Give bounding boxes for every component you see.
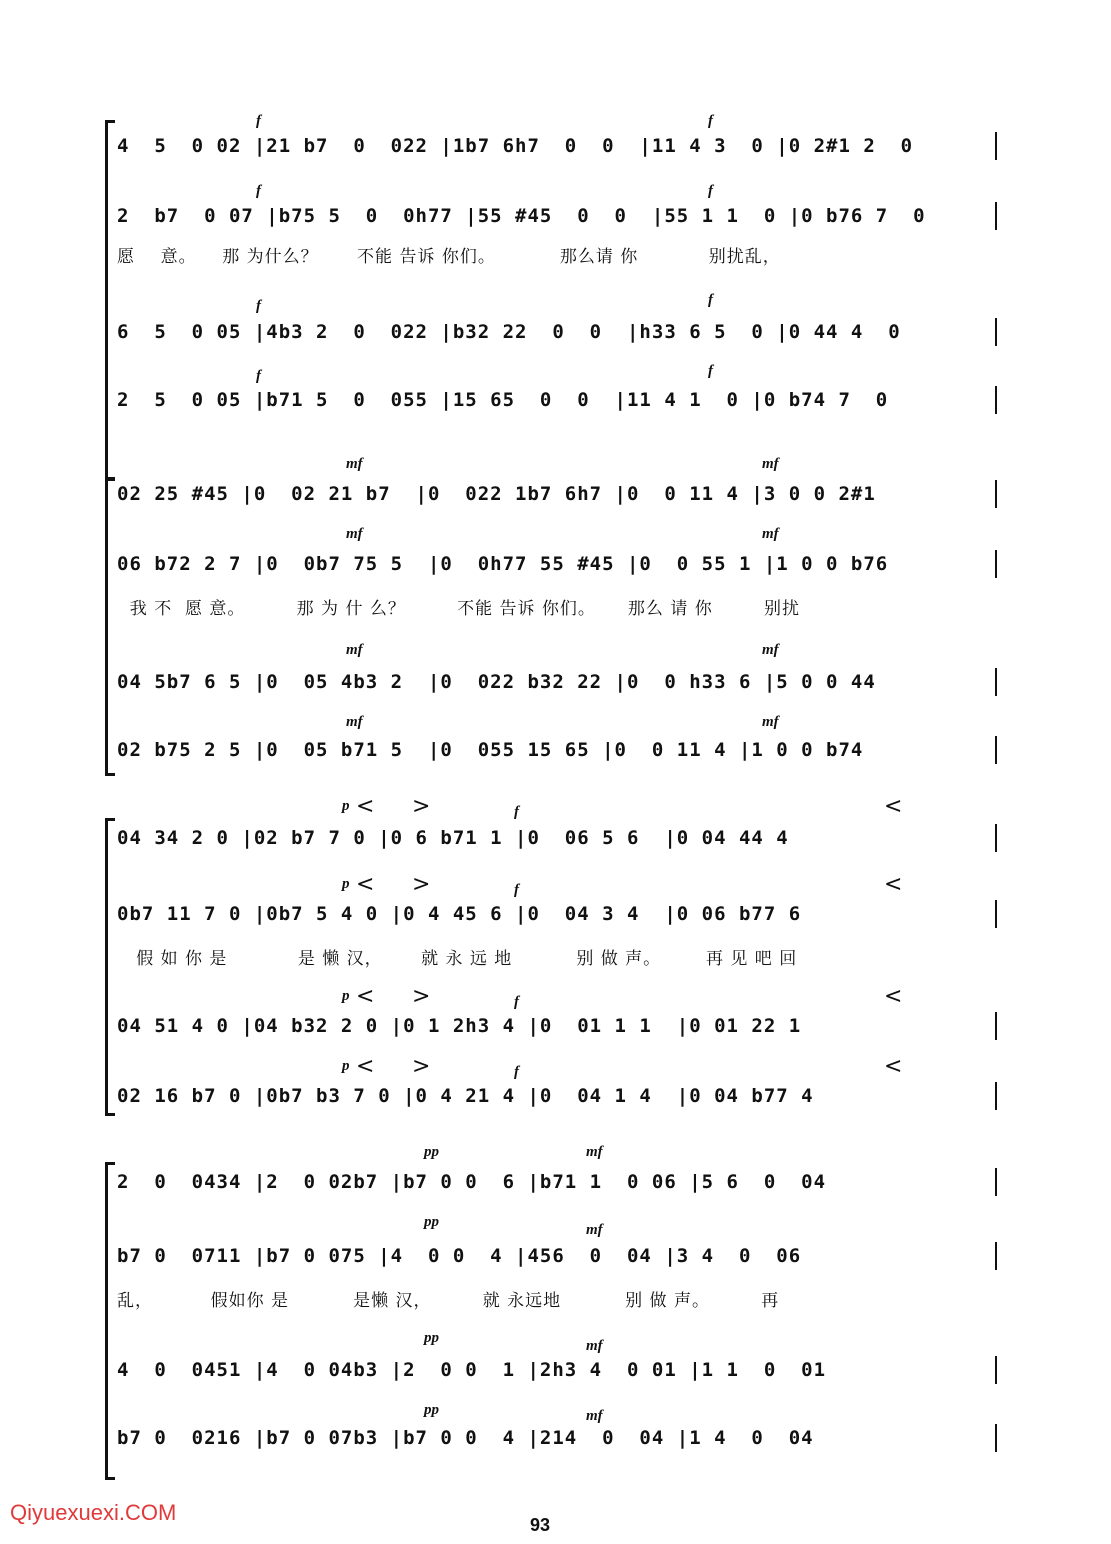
notation-line: 4 0 0451 |4 0 04b3 |2 0 0 1 |2h3 4 0 01 |1 1 0 01 — [117, 1359, 827, 1381]
lyric-line: 愿 意。 那 为什么？ 不能 告诉 你们。 那么请 你 别扰乱， — [117, 247, 781, 267]
barline — [995, 1012, 997, 1040]
system-brace — [105, 818, 108, 1116]
notation-line: b7 0 0216 |b7 0 07b3 |b7 0 0 4 |214 0 04 |1 4 0 04 — [117, 1427, 814, 1449]
barline — [995, 736, 997, 764]
dynamic-mark: f — [514, 882, 519, 898]
dynamic-mark: mf — [346, 714, 363, 730]
crescendo-hairpin: < — [884, 1054, 901, 1079]
crescendo-hairpin: < — [356, 1054, 373, 1079]
notation-line: 04 34 2 0 |02 b7 7 0 |0 6 b71 1 |0 06 5 6 |0 04 44 4 — [117, 827, 789, 849]
dynamic-mark: mf — [762, 526, 779, 542]
dynamic-mark: p — [342, 798, 350, 814]
notation-line: 06 b72 2 7 |0 0b7 75 5 |0 0h77 55 #45 |0 0 55 1 |1 0 0 b76 — [117, 553, 889, 575]
decrescendo-hairpin: > — [412, 984, 429, 1009]
barline — [995, 824, 997, 852]
voice-alto — [117, 1236, 997, 1276]
system-brace — [105, 478, 108, 776]
dynamic-mark: mf — [586, 1408, 603, 1424]
voice-bass — [117, 1418, 997, 1458]
dynamic-mark: p — [342, 876, 350, 892]
notation-line: 2 b7 0 07 |b75 5 0 0h77 |55 #45 0 0 |55 1 1 0 |0 b76 7 0 — [117, 205, 926, 227]
lyric-line: 乱， 假如你 是 是懒 汉， 就 永远地 别 做 声。 再 — [117, 1291, 780, 1311]
barline — [995, 668, 997, 696]
notation-line: 4 5 0 02 |21 b7 0 022 |1b7 6h7 0 0 |11 4 3 0 |0 2#1 2 0 — [117, 135, 914, 157]
crescendo-hairpin: < — [884, 794, 901, 819]
dynamic-mark: f — [514, 804, 519, 820]
decrescendo-hairpin: > — [412, 794, 429, 819]
notation-line: 02 16 b7 0 |0b7 b3 7 0 |0 4 21 4 |0 04 1 4 |0 04 b77 4 — [117, 1085, 814, 1107]
crescendo-hairpin: < — [884, 872, 901, 897]
voice-soprano — [117, 474, 997, 514]
lyric-line: 假 如 你 是 是 懒 汉， 就 永 远 地 别 做 声。 再 见 吧 回 — [117, 949, 798, 969]
dynamic-mark: pp — [424, 1330, 439, 1346]
dynamic-mark: mf — [346, 642, 363, 658]
dynamic-mark: f — [708, 183, 713, 199]
dynamic-mark: f — [256, 298, 261, 314]
barline — [995, 1242, 997, 1270]
dynamic-mark: mf — [586, 1144, 603, 1160]
crescendo-hairpin: < — [356, 794, 373, 819]
notation-line: 02 b75 2 5 |0 05 b71 5 |0 055 15 65 |0 0 11 4 |1 0 0 b74 — [117, 739, 864, 761]
barline — [995, 550, 997, 578]
dynamic-mark: pp — [424, 1402, 439, 1418]
dynamic-mark: f — [708, 363, 713, 379]
voice-alto — [117, 894, 997, 934]
system-brace — [105, 120, 108, 480]
dynamic-mark: mf — [346, 526, 363, 542]
dynamic-mark: mf — [586, 1222, 603, 1238]
lyric-line: 我 不 愿 意。 那 为 什 么？ 不能 告诉 你们。 那么 请 你 别扰 — [117, 599, 800, 619]
dynamic-mark: f — [708, 292, 713, 308]
notation-line: 2 5 0 05 |b71 5 0 055 |15 65 0 0 |11 4 1 0 |0 b74 7 0 — [117, 389, 889, 411]
decrescendo-hairpin: > — [412, 872, 429, 897]
voice-soprano — [117, 1162, 997, 1202]
notation-line: 2 0 0434 |2 0 02b7 |b7 0 0 6 |b71 1 0 06 |5 6 0 04 — [117, 1171, 827, 1193]
dynamic-mark: p — [342, 988, 350, 1004]
decrescendo-hairpin: > — [412, 1054, 429, 1079]
barline — [995, 480, 997, 508]
site-watermark[interactable]: Qiyuexuexi.COM — [10, 1500, 177, 1525]
dynamic-mark: f — [514, 994, 519, 1010]
system-brace — [105, 1162, 108, 1480]
voice-tenor — [117, 1006, 997, 1046]
voice-tenor — [117, 1350, 997, 1390]
barline — [995, 202, 997, 230]
barline — [995, 1356, 997, 1384]
notation-line: 04 5b7 6 5 |0 05 4b3 2 |0 022 b32 22 |0 0 h33 6 |5 0 0 44 — [117, 671, 876, 693]
dynamic-mark: mf — [762, 642, 779, 658]
dynamic-mark: f — [256, 183, 261, 199]
dynamic-mark: mf — [586, 1338, 603, 1354]
barline — [995, 1082, 997, 1110]
crescendo-hairpin: < — [884, 984, 901, 1009]
barline — [995, 386, 997, 414]
voice-soprano — [117, 126, 997, 166]
dynamic-mark: pp — [424, 1144, 439, 1160]
barline — [995, 1168, 997, 1196]
dynamic-mark: mf — [762, 456, 779, 472]
notation-line: 0b7 11 7 0 |0b7 5 4 0 |0 4 45 6 |0 04 3 4 |0 06 b77 6 — [117, 903, 802, 925]
dynamic-mark: f — [514, 1064, 519, 1080]
barline — [995, 900, 997, 928]
barline — [995, 318, 997, 346]
dynamic-mark: pp — [424, 1214, 439, 1230]
dynamic-mark: mf — [346, 456, 363, 472]
notation-line: b7 0 0711 |b7 0 075 |4 0 0 4 |456 0 04 |3 4 0 06 — [117, 1245, 802, 1267]
dynamic-mark: f — [256, 368, 261, 384]
notation-line: 02 25 #45 |0 02 21 b7 |0 022 1b7 6h7 |0 0 11 4 |3 0 0 2#1 — [117, 483, 876, 505]
voice-tenor — [117, 312, 997, 352]
page-number: 93 — [530, 1515, 551, 1535]
voice-alto — [117, 544, 997, 584]
dynamic-mark: p — [342, 1058, 350, 1074]
voice-tenor — [117, 662, 997, 702]
barline — [995, 132, 997, 160]
dynamic-mark: f — [256, 113, 261, 129]
notation-line: 04 51 4 0 |04 b32 2 0 |0 1 2h3 4 |0 01 1 1 |0 01 22 1 — [117, 1015, 802, 1037]
barline — [995, 1424, 997, 1452]
dynamic-mark: mf — [762, 714, 779, 730]
voice-bass — [117, 1076, 997, 1116]
crescendo-hairpin: < — [356, 984, 373, 1009]
voice-bass — [117, 380, 997, 420]
notation-line: 6 5 0 05 |4b3 2 0 022 |b32 22 0 0 |h33 6 5 0 |0 44 4 0 — [117, 321, 901, 343]
voice-alto — [117, 196, 997, 236]
voice-bass — [117, 730, 997, 770]
dynamic-mark: f — [708, 113, 713, 129]
crescendo-hairpin: < — [356, 872, 373, 897]
voice-soprano — [117, 818, 997, 858]
